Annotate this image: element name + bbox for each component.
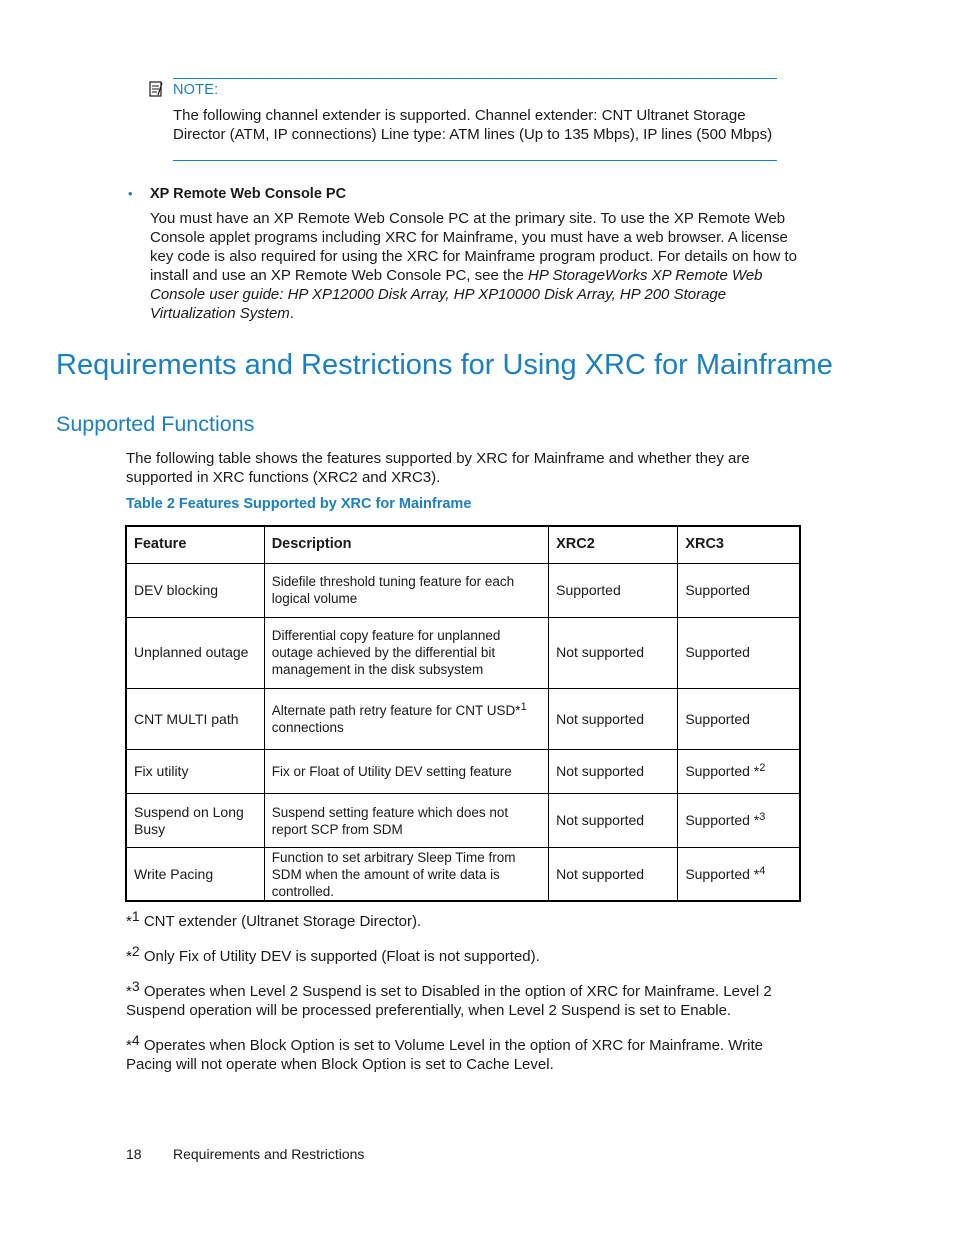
cell-xrc2: Not supported <box>549 688 678 749</box>
cell-feature: DEV blocking <box>127 563 264 617</box>
cell-xrc2: Not supported <box>549 617 678 688</box>
cell-description-text: Alternate path retry feature for CNT USD* <box>271 703 521 718</box>
cell-description: Suspend setting feature which does not report SCP from SDM <box>264 794 548 848</box>
cell-xrc3-text: Supported * <box>685 763 760 780</box>
note-top-rule <box>173 78 777 79</box>
footnote-number: 3 <box>131 978 140 994</box>
table-row <box>127 688 799 749</box>
note-bottom-rule <box>173 160 777 161</box>
table-header-row <box>127 527 799 563</box>
bullet-body-text: You must have an XP Remote Web Console PC at the primary site. To use the XP Remote Web Console applet programs including XRC for Mainframe, you must have a web browser. A license key code is also required for using the XRC for Mainframe program product. For details on how to install and use an XP Remote Web Console PC, see the <box>150 210 797 284</box>
cell-xrc2: Supported <box>549 563 678 617</box>
cell-xrc3 <box>678 794 799 848</box>
cell-xrc2: Not supported <box>549 848 678 900</box>
footnote-text: CNT extender (Ultranet Storage Director). <box>143 913 422 930</box>
features-table <box>125 525 801 902</box>
footnote-text: Operates when Block Option is set to Volume Level in the option of XRC for Mainframe. Write Pacing will not operate when Block Option is set to Cache Level. <box>126 1037 763 1073</box>
cell-description: Fix or Float of Utility DEV setting feature <box>264 750 548 794</box>
footnote-mark: * <box>126 913 132 930</box>
cell-feature: CNT MULTI path <box>127 688 264 749</box>
footnote <box>126 908 796 931</box>
header-xrc2: XRC2 <box>549 527 678 563</box>
footnote-ref: 3 <box>759 811 766 824</box>
header-feature: Feature <box>127 527 264 563</box>
cell-description: Differential copy feature for unplanned outage achieved by the differential bit management in the disk subsystem <box>264 617 548 688</box>
cell-description: Function to set arbitrary Sleep Time from SDM when the amount of write data is controlled. <box>264 848 548 900</box>
footnote-mark: * <box>126 948 132 965</box>
cell-xrc3-text: Supported * <box>685 865 760 882</box>
footnote-ref: 4 <box>759 864 766 877</box>
footnote-text: Operates when Level 2 Suspend is set to Disabled in the option of XRC for Mainframe. Level 2 Suspend operation will be processed preferentially, when Level 2 Suspend is set to Enable. <box>126 983 772 1019</box>
footnote-number: 2 <box>131 943 140 959</box>
note-label: NOTE: <box>173 82 219 98</box>
footnote-mark: * <box>126 983 132 1000</box>
cell-xrc3-text: Supported * <box>685 812 760 829</box>
intro-paragraph: The following table shows the features supported by XRC for Mainframe and whether they are supported in XRC functions (XRC2 and XRC3). <box>126 450 750 486</box>
footnote <box>126 943 796 966</box>
table-row <box>127 617 799 688</box>
header-xrc3: XRC3 <box>678 527 799 563</box>
table-caption: Table 2 Features Supported by XRC for Mainframe <box>126 496 472 512</box>
footnote-ref: 2 <box>759 762 766 775</box>
table-row <box>127 750 799 794</box>
cell-xrc3: Supported <box>678 563 799 617</box>
footnote-number: 4 <box>131 1032 140 1048</box>
note-icon <box>149 81 163 97</box>
footer-title: Requirements and Restrictions <box>173 1146 365 1162</box>
footnote <box>126 978 796 1020</box>
note-box <box>147 78 777 161</box>
bullet-body-end: . <box>289 305 294 322</box>
note-text: The following channel extender is supported. Channel extender: CNT Ultranet Storage Director (ATM, IP connections) Line type: ATM lines (Up to 135 Mbps), IP lines (500 Mbps) <box>173 107 773 143</box>
page-number: 18 <box>126 1146 142 1162</box>
footnote-mark: * <box>126 1037 132 1054</box>
table-row <box>127 563 799 617</box>
cell-feature: Unplanned outage <box>127 617 264 688</box>
footnote-text: Only Fix of Utility DEV is supported (Float is not supported). <box>143 948 540 965</box>
cell-description: Sidefile threshold tuning feature for each logical volume <box>264 563 548 617</box>
bullet-title: XP Remote Web Console PC <box>150 186 347 202</box>
footnote-ref: 1 <box>520 701 527 713</box>
cell-xrc3 <box>678 848 799 900</box>
section-heading: Requirements and Restrictions for Using XRC for Mainframe <box>56 349 833 381</box>
header-description: Description <box>264 527 548 563</box>
cell-feature: Write Pacing <box>127 848 264 900</box>
bullet-body-doc-title: HP StorageWorks XP Remote Web Console user guide: HP XP12000 Disk Array, HP XP10000 Disk Array, HP 200 Storage Virtualization System <box>150 267 763 322</box>
cell-description-text-cont: connections <box>271 720 344 735</box>
subsection-heading: Supported Functions <box>56 412 255 436</box>
cell-description <box>264 688 548 749</box>
cell-feature: Suspend on Long Busy <box>127 794 264 848</box>
cell-xrc2: Not supported <box>549 750 678 794</box>
cell-xrc3: Supported <box>678 688 799 749</box>
cell-xrc2: Not supported <box>549 794 678 848</box>
bullet-body <box>150 209 810 323</box>
footnote-number: 1 <box>131 908 140 924</box>
cell-feature: Fix utility <box>127 750 264 794</box>
cell-xrc3 <box>678 750 799 794</box>
table-row <box>127 794 799 848</box>
table-row <box>127 848 799 900</box>
bullet-marker: • <box>128 186 133 201</box>
cell-xrc3: Supported <box>678 617 799 688</box>
footnote <box>126 1032 796 1074</box>
